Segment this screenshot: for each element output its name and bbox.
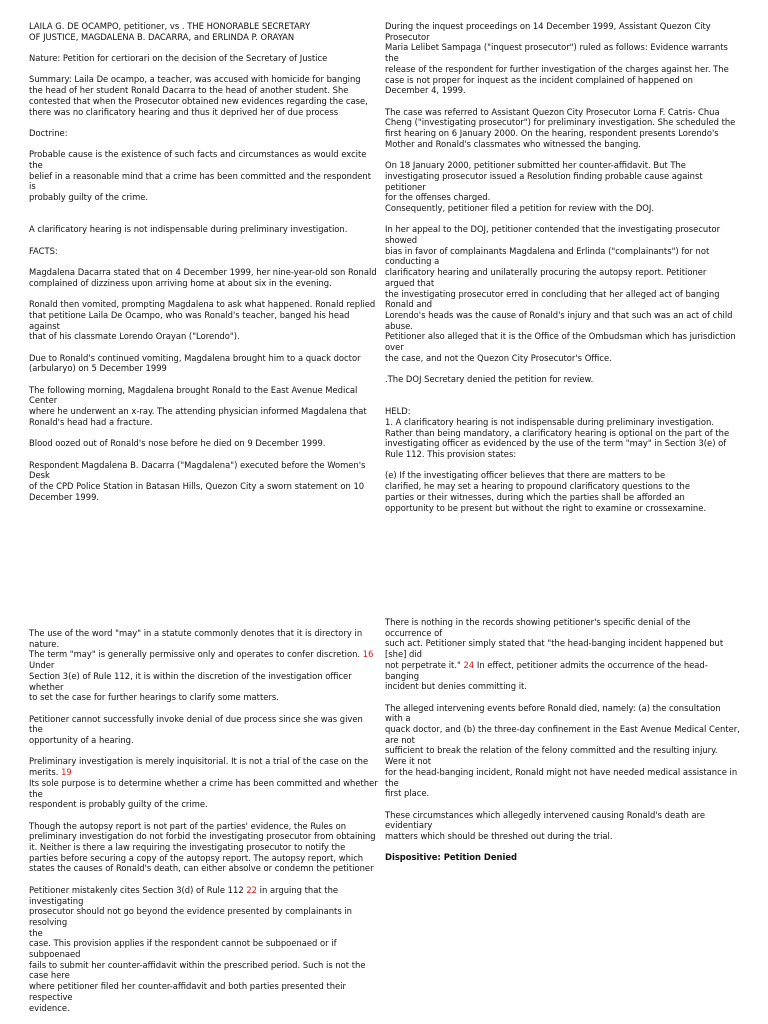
fact-paragraph: Ronald then vomited, prompting Magdalena to ask what happened. Ronald replied that petitione Laila De Ocampo, who was Ronald's teacher, banged his head against that of his classmate Lorendo Orayan ("Lorendo"). <box>29 299 376 342</box>
paragraph-text: The use of the word "may" in a statute commonly denotes that it is directory in nature. The term "may" is generally permissive only and operates to confer discretion. <box>29 628 363 660</box>
doctrine-probable-cause: Probable cause is the existence of such facts and circumstances as would excite the belief in a reasonable mind that a crime has been committed and the respondent is probably guilty of the crime. <box>29 149 372 203</box>
summary-paragraph: Summary: Laila De ocampo, a teacher, was accused with homicide for banging the head of her student Ronald Dacarra to the head of another student. She contested that when the Prosecutor obtained new evidences regarding the case, there was no clarificatory hearing and thus it deprived her of due process <box>29 74 368 117</box>
paragraph-text: There is nothing in the records showing petitioner's specific denial of the occurrence of such act. Petitioner simply stated that "the head-banging incident happened but [she] did not perpetrate it." <box>385 617 724 670</box>
paragraph-text: In effect, petitioner admits the occurrence of the head- banging incident but denies committing it. <box>385 659 708 692</box>
fact-paragraph: Due to Ronald's continued vomiting, Magdalena brought him to a quack doctor (arbularyo) on 5 December 1999 <box>29 352 361 374</box>
footnote-ref: 16 <box>362 649 374 660</box>
appeal-paragraph: In her appeal to the DOJ, petitioner contended that the investigating prosecutor showed bias in favor of complainants Magdalena and Erlinda ("complainants") for not conducting a clarificatory hearing and unilaterally procuring the autopsy report. Petitioner argued that the investigating prosecutor erred in concluding that her alleged act of banging Ronald and Lorendo's heads was the cause of Ronald's injury and that such was an act of child abuse. Petitioner also alleged that it is the Office of the Ombudsman which has jurisdiction over the case, and not the Quezon City Prosecutor's Office. <box>385 224 736 363</box>
held-paragraph: 1. A clarificatory hearing is not indispensable during preliminary investigation. Rather than being mandatory, a clarificatory hearing is optional on the part of the investigating officer as evidenced by the use of the term "may" in Section 3(e) of Rule 112. This provision states: <box>385 416 730 460</box>
facts-heading: FACTS: <box>29 245 58 256</box>
may-directory-paragraph <box>29 628 379 703</box>
footnote-ref: 22 <box>246 884 258 895</box>
intervening-events-paragraph: The alleged intervening events before Ronald died, namely: (a) the consultation with a quack doctor, and (b) the three-day confinement in the East Avenue Medical Center, are not sufficient to break the relation of the felony committed and the resulting injury. Were it not for the head-banging incident, Ronald might not have needed medical assistance in the first place. <box>385 702 740 799</box>
fact-paragraph: Magdalena Dacarra stated that on 4 December 1999, her nine-year-old son Ronald complained of dizziness upon arriving home at about six in the evening. <box>29 267 377 288</box>
paragraph-text: Petitioner mistakenly cites Section 3(d) of Rule 112 <box>29 884 244 895</box>
paragraph-text: Preliminary investigation is merely inquisitorial. It is not a trial of the case on the merits. <box>29 756 369 778</box>
doctrine-clarificatory-hearing: A clarificatory hearing is not indispensable during preliminary investigation. <box>29 224 348 235</box>
referral-paragraph: The case was referred to Assistant Quezon City Prosecutor Lorna F. Catris- Chua Cheng ("investigating prosecutor") for preliminary investigation. She scheduled the first hearing on 6 January 2000. On the hearing, respondent presents Lorendo's Mother and Ronald's classmates who witnessed the banging. <box>385 106 736 149</box>
nature-paragraph: Nature: Petition for certiorari on the decision of the Secretary of Justice <box>29 53 328 64</box>
rule-quote-paragraph: (e) If the investigating officer believes that there are matters to be clarified, he may set a hearing to propound clarificatory questions to the parties or their witnesses, during which the parties shall be afforded an opportunity to be present but without the right to examine or crossexamine. <box>385 470 707 513</box>
footnote-ref: 19 <box>61 767 72 778</box>
dispositive-line: Dispositive: Petition Denied <box>385 852 518 863</box>
fact-paragraph: Blood oozed out of Ronald's nose before he died on 9 December 1999. <box>29 438 326 449</box>
page-bottom-left-column <box>29 628 379 1024</box>
held-heading: HELD: <box>385 406 411 417</box>
fact-paragraph: The following morning, Magdalena brought Ronald to the East Avenue Medical Center where he underwent an x-ray. The attending physician informed Magdalena that Ronald's head had a fracture. <box>29 384 367 427</box>
paragraph-text: Under Section 3(e) of Rule 112, it is within the discretion of the investigation officer whether to set the case for further hearings to clarify some matters. <box>29 660 352 703</box>
case-title: LAILA G. DE OCAMPO, petitioner, vs . THE HONORABLE SECRETARY OF JUSTICE, MAGDALENA B. DACARRA, and ERLINDA P. ORAYAN <box>29 21 311 42</box>
footnote-ref: 24 <box>463 659 475 670</box>
counter-affidavit-paragraph: On 18 January 2000, petitioner submitted her counter-affidavit. But The investigating prosecutor issued a Resolution finding probable cause against petitioner for the offenses charged. Consequently, petitioner filed a petition for review with the DOJ. <box>385 160 703 213</box>
section-3d-paragraph <box>29 885 379 1013</box>
page-bottom-right-column <box>385 617 740 874</box>
page-top-left-column <box>29 21 379 513</box>
page-top-right-column <box>385 21 740 524</box>
inquisitorial-paragraph <box>29 756 379 810</box>
inquest-paragraph: During the inquest proceedings on 14 December 1999, Assistant Quezon City Prosecutor Maria Lelibet Sampaga ("inquest prosecutor") ruled as follows: Evidence warrants the release of the respondent for further investigation of the charges against her. The case is not proper for inquest as the incident complained of happened on December 4, 1999. <box>385 21 729 96</box>
due-process-paragraph: Petitioner cannot successfully invoke denial of due process since she was given the opportunity of a hearing. <box>29 713 363 746</box>
paragraph-text: in arguing that the investigating prosecutor should not go beyond the evidence presented by complainants in resolving the case. This provision applies if the respondent cannot be subpoenaed or if subpoenaed fails to submit her counter-affidavit within the prescribed period. Such is not the case here where petitioner filed her counter-affidavit and both parties presented their respective evidence. <box>29 884 366 1013</box>
fact-paragraph: Respondent Magdalena B. Dacarra ("Magdalena") executed before the Women's Desk of the CPD Police Station in Batasan Hills, Quezon City a sworn statement on 10 December 1999. <box>29 459 366 502</box>
denial-paragraph <box>385 617 740 692</box>
doj-denial-paragraph: .The DOJ Secretary denied the petition for review. <box>385 374 594 385</box>
doctrine-heading: Doctrine: <box>29 127 68 138</box>
evidentiary-paragraph: These circumstances which allegedly intervened causing Ronald's death are evidentiary matters which should be threshed out during the trial. <box>385 809 706 842</box>
paragraph-text: Its sole purpose is to determine whether a crime has been committed and whether the respondent is probably guilty of the crime. <box>29 777 378 810</box>
autopsy-paragraph: Though the autopsy report is not part of the parties' evidence, the Rules on preliminary investigation do not forbid the investigating prosecutor from obtaining it. Neither is there a law requiring the investigating prosecutor to notify the parties before securing a copy of the autopsy report. The autopsy report, which states the causes of Ronald's death, can either absolve or condemn the petitioner <box>29 820 376 874</box>
